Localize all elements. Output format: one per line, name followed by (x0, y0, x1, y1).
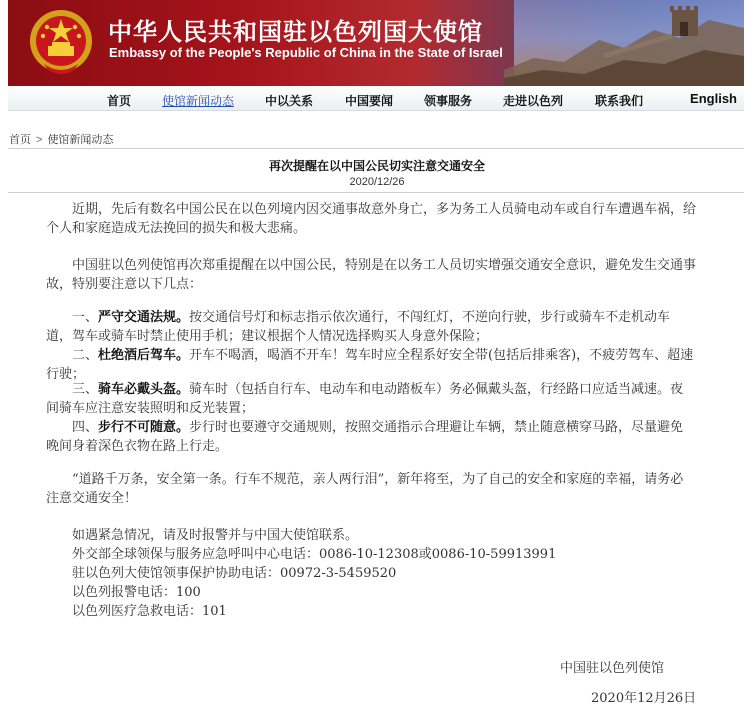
list-item-number: 四、 (72, 420, 99, 435)
breadcrumb-home-link[interactable]: 首页 (9, 134, 31, 146)
contact-line-5: 以色列医疗急救电话：101 (72, 604, 227, 619)
national-emblem-icon (26, 6, 96, 78)
contact-line-4: 以色列报警电话：100 (72, 585, 201, 600)
list-item-number: 一、 (72, 310, 99, 325)
list-item-number: 二、 (72, 348, 99, 363)
list-item-1 (46, 308, 696, 346)
site-title-en: Embassy of the People's Republic of China in the State of Israel (109, 45, 503, 60)
nav-item-consular-services[interactable]: 领事服务 (424, 94, 473, 108)
nav-item-contact-us[interactable]: 联系我们 (595, 94, 644, 108)
signature: 中国驻以色列使馆 (560, 661, 665, 676)
header-banner (8, 0, 744, 86)
site-title-cn: 中华人民共和国驻以色列国大使馆 (108, 17, 483, 46)
list-item-heading: 骑车必戴头盔。 (98, 382, 190, 397)
contact-line-2: 外交部全球领保与服务应急呼叫中心电话：0086-10-12308或0086-10-59913991 (72, 547, 557, 562)
list-item-3 (46, 380, 696, 418)
breadcrumb (9, 131, 113, 147)
nav-item-china-news[interactable]: 中国要闻 (345, 94, 394, 108)
list-item-text: 骑车时（包括自行车、电动车和电动踏板车）务必佩戴头盔，行经路口应适当减速。夜间骑车应注意安装照明和反光装置； (46, 382, 684, 416)
list-item-text: 步行时也要遵守交通规则，按照交通指示合理避让车辆，禁止随意横穿马路，尽量避免晚间身着深色衣物在路上行走。 (46, 420, 684, 454)
article-paragraph-3: “道路千万条，安全第一条。行车不规范，亲人两行泪”，新年将至，为了自己的安全和家庭的幸福，请务必注意交通安全！ (46, 472, 684, 506)
breadcrumb-current-link[interactable]: 使馆新闻动态 (47, 134, 114, 146)
nav-item-embassy-news[interactable]: 使馆新闻动态 (162, 94, 235, 108)
contact-line-1: 如遇紧急情况，请及时报警并与中国大使馆联系。 (72, 528, 359, 543)
article-date: 2020/12/26 (349, 176, 405, 188)
article-title: 再次提醒在以中国公民切实注意交通安全 (268, 159, 485, 173)
great-wall-illustration (504, 0, 744, 86)
list-item-heading: 严守交通法规。 (98, 310, 190, 325)
list-item-heading: 杜绝酒后驾车。 (98, 348, 190, 363)
list-item-text: 按交通信号灯和标志指示依次通行，不闯红灯，不逆向行驶，步行或骑车不走机动车道，驾车或骑车时禁止使用手机；建议根据个人情况选择购买人身意外保险； (46, 310, 671, 344)
contact-line-3: 驻以色列大使馆领事保护协助电话：00972-3-5459520 (72, 566, 397, 581)
article-paragraph-2: 中国驻以色列使馆再次郑重提醒在以中国公民，特别是在以务工人员切实增强交通安全意识，避免发生交通事故，特别要注意以下几点： (46, 258, 697, 292)
nav-item-china-israel-relations[interactable]: 中以关系 (265, 94, 314, 108)
main-nav (8, 86, 744, 111)
signature-date: 2020年12月26日 (591, 691, 697, 706)
list-item-number: 三、 (72, 382, 99, 397)
title-divider (8, 192, 744, 193)
language-english-link[interactable]: English (690, 91, 737, 106)
nav-item-explore-israel[interactable]: 走进以色列 (503, 94, 564, 108)
breadcrumb-divider (8, 148, 744, 149)
nav-item-home[interactable]: 首页 (107, 94, 132, 108)
list-item-text: 开车不喝酒，喝酒不开车！驾车时应全程系好安全带(包括后排乘客)，不疲劳驾车、超速行驶； (46, 348, 694, 382)
breadcrumb-separator: > (36, 134, 43, 146)
article-paragraph-1: 近期，先后有数名中国公民在以色列境内因交通事故意外身亡，多为务工人员骑电动车或自行车遭遇车祸，给个人和家庭造成无法挽回的损失和极大悲痛。 (46, 202, 697, 236)
list-item-2 (46, 346, 696, 384)
list-item-4 (46, 418, 696, 456)
list-item-heading: 步行不可随意。 (98, 420, 190, 435)
